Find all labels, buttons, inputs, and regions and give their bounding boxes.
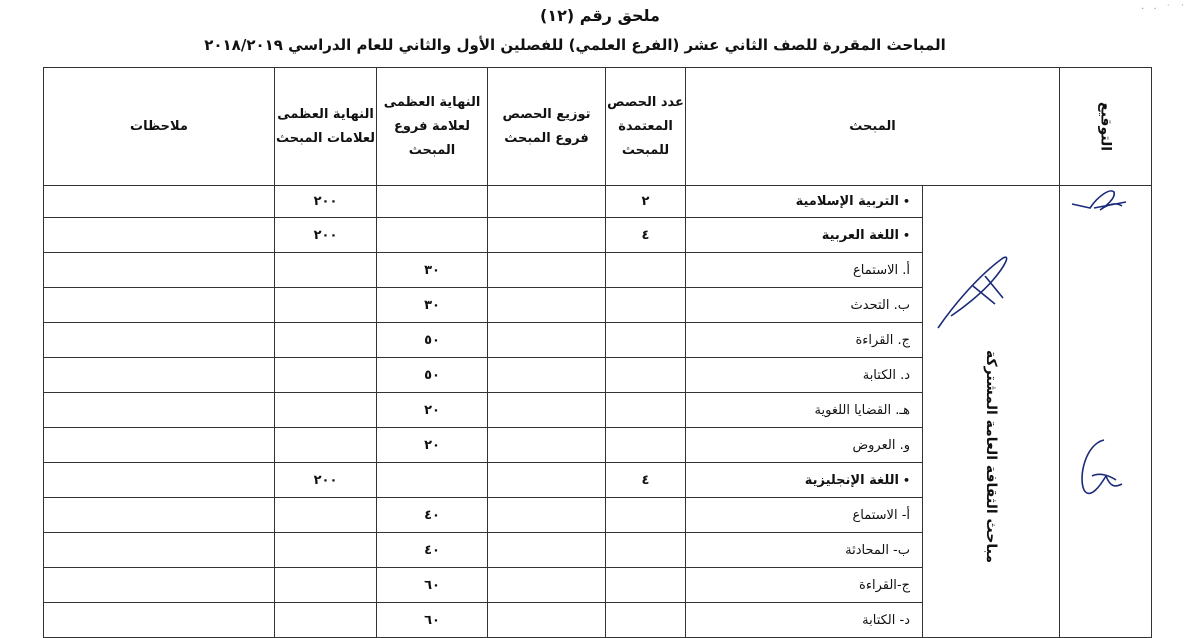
cell-distribution — [488, 218, 606, 253]
cell-notes — [44, 393, 275, 428]
subject-label: ج. القراءة — [855, 332, 910, 348]
cell-branch-max: ٣٠ — [377, 253, 488, 288]
cell-subject-max — [275, 288, 377, 323]
bullet-icon: • — [902, 195, 910, 208]
header-branch-max: النهاية العظمى لعلامة فروع المبحث — [377, 68, 488, 186]
cell-notes — [44, 186, 275, 218]
subject-label: اللغة العربية — [821, 227, 899, 243]
cell-distribution — [488, 186, 606, 218]
cell-notes — [44, 498, 275, 533]
cell-distribution — [488, 323, 606, 358]
cell-notes — [44, 323, 275, 358]
subject-label: ج-القراءة — [859, 577, 910, 593]
cell-subject-max: ٢٠٠ — [275, 218, 377, 253]
subject-label: التربية الإسلامية — [795, 194, 899, 209]
cell-distribution — [488, 288, 606, 323]
cell-subject-max — [275, 358, 377, 393]
cell-distribution — [488, 428, 606, 463]
cell-branch-max: ٦٠ — [377, 603, 488, 638]
subject-label: اللغة الإنجليزية — [804, 472, 899, 488]
subject-label: د- الكتابة — [862, 612, 910, 628]
subject-label: ب- المحادثة — [845, 542, 910, 558]
cell-periods — [606, 568, 686, 603]
cell-branch-max: ٥٠ — [377, 358, 488, 393]
cell-notes — [44, 253, 275, 288]
cell-distribution — [488, 498, 606, 533]
cell-periods — [606, 428, 686, 463]
cell-branch-max: ٤٠ — [377, 498, 488, 533]
cell-subject — [686, 393, 923, 428]
cell-branch-max — [377, 218, 488, 253]
cell-notes — [44, 533, 275, 568]
annex-title: ملحق رقم (١٢) — [540, 6, 660, 25]
header-periods: عدد الحصص المعتمدة للمبحث — [606, 68, 686, 186]
subject-label: ب. التحدث — [850, 297, 910, 313]
subject-label: و. العروض — [852, 437, 910, 453]
cell-periods — [606, 393, 686, 428]
signature-header-label: التوقيع — [1097, 102, 1114, 151]
cell-subject-max — [275, 498, 377, 533]
cell-periods: ٢ — [606, 186, 686, 218]
cell-subject-max — [275, 428, 377, 463]
cell-subject-max — [275, 393, 377, 428]
document-subtitle: المباحث المقررة للصف الثاني عشر (الفرع العلمي) للفصلين الأول والثاني للعام الدراسي ٢٠١٨/٢٠١٩ — [204, 36, 946, 54]
cell-subject — [686, 568, 923, 603]
cell-branch-max: ٤٠ — [377, 533, 488, 568]
cell-subject — [686, 428, 923, 463]
signature-column — [1060, 186, 1152, 638]
table-row — [44, 186, 1152, 218]
cell-subject-max — [275, 568, 377, 603]
table-body — [44, 186, 1152, 638]
subject-label: هـ. القضايا اللغوية — [814, 402, 910, 418]
group-label: مباحث الثقافة العامة المشتركة — [983, 349, 999, 564]
cell-subject — [686, 463, 923, 498]
cell-notes — [44, 428, 275, 463]
cell-subject — [686, 358, 923, 393]
cell-periods: ٤ — [606, 463, 686, 498]
cell-periods — [606, 323, 686, 358]
cell-notes — [44, 288, 275, 323]
cell-subject-max — [275, 253, 377, 288]
header-subject-max: النهاية العظمى لعلامات المبحث — [275, 68, 377, 186]
cell-periods — [606, 498, 686, 533]
cell-distribution — [488, 533, 606, 568]
cell-branch-max — [377, 186, 488, 218]
subject-label: أ. الاستماع — [853, 262, 910, 278]
cell-notes — [44, 463, 275, 498]
cell-subject — [686, 533, 923, 568]
cell-notes — [44, 603, 275, 638]
cell-subject-max — [275, 533, 377, 568]
cell-subject — [686, 323, 923, 358]
cell-periods — [606, 603, 686, 638]
cell-distribution — [488, 253, 606, 288]
cell-subject — [686, 288, 923, 323]
header-subject: المبحث — [686, 68, 1060, 186]
cell-subject-max — [275, 323, 377, 358]
cell-subject — [686, 498, 923, 533]
header-signature — [1060, 68, 1152, 186]
signature-mark-top — [1070, 186, 1130, 226]
scan-specks: · · ˙ ˙ — [1141, 4, 1188, 15]
cell-periods — [606, 358, 686, 393]
subject-label: أ- الاستماع — [852, 507, 910, 523]
cell-notes — [44, 218, 275, 253]
cell-notes — [44, 358, 275, 393]
cell-branch-max: ٦٠ — [377, 568, 488, 603]
cell-periods — [606, 288, 686, 323]
cell-subject — [686, 218, 923, 253]
cell-distribution — [488, 358, 606, 393]
cell-branch-max: ٥٠ — [377, 323, 488, 358]
cell-distribution — [488, 463, 606, 498]
cell-periods — [606, 533, 686, 568]
cell-distribution — [488, 568, 606, 603]
table-header-row — [44, 68, 1152, 186]
cell-notes — [44, 568, 275, 603]
cell-subject — [686, 186, 923, 218]
cell-subject-max: ٢٠٠ — [275, 463, 377, 498]
header-notes: ملاحظات — [44, 68, 275, 186]
cell-distribution — [488, 393, 606, 428]
bullet-icon: • — [902, 228, 910, 242]
subjects-table — [43, 67, 1152, 638]
subject-label: د. الكتابة — [862, 367, 910, 383]
cell-distribution — [488, 603, 606, 638]
header-distribution: توزيع الحصص فروع المبحث — [488, 68, 606, 186]
cell-subject-max: ٢٠٠ — [275, 186, 377, 218]
cell-branch-max: ٢٠ — [377, 393, 488, 428]
cell-branch-max: ٢٠ — [377, 428, 488, 463]
cell-periods: ٤ — [606, 218, 686, 253]
cell-subject-max — [275, 603, 377, 638]
cell-branch-max — [377, 463, 488, 498]
group-cell — [923, 186, 1060, 638]
cell-subject — [686, 253, 923, 288]
bullet-icon: • — [902, 473, 910, 487]
cell-subject — [686, 603, 923, 638]
cell-branch-max: ٣٠ — [377, 288, 488, 323]
signature-mark-middle — [1070, 436, 1130, 506]
cell-periods — [606, 253, 686, 288]
signature-mark — [933, 246, 1023, 336]
